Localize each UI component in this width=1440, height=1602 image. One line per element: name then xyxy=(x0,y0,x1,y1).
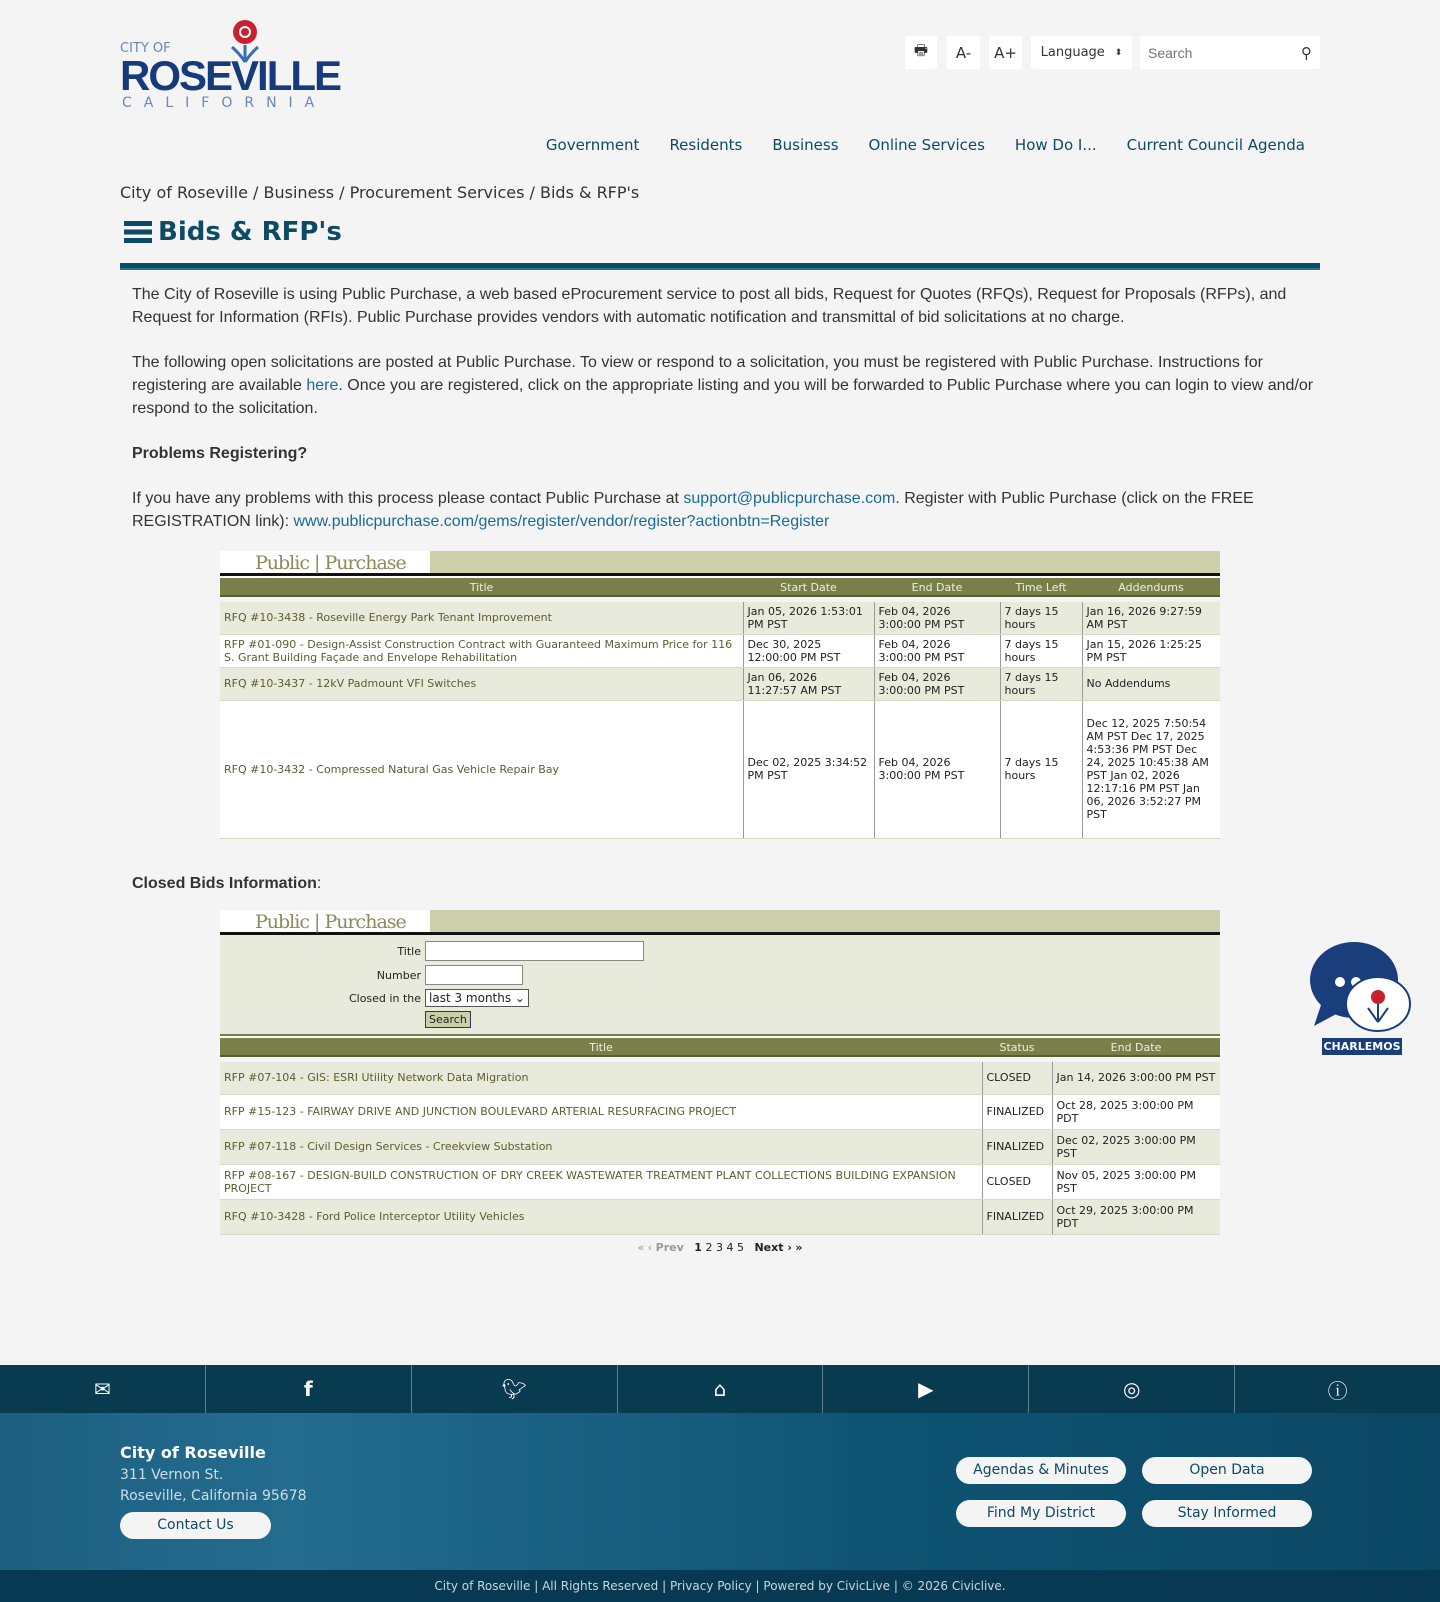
status: CLOSED xyxy=(982,1164,1052,1199)
end-date: Feb 04, 2026 3:00:00 PM PST xyxy=(874,599,1000,634)
search-button[interactable]: Search xyxy=(425,1011,471,1028)
table-row xyxy=(220,1164,1220,1199)
closed-bids-frame[interactable] xyxy=(220,910,1220,1255)
table-row xyxy=(220,634,1220,667)
title-divider xyxy=(120,263,1320,270)
footer xyxy=(0,1413,1440,1570)
end-date: Oct 29, 2025 3:00:00 PM PDT xyxy=(1052,1199,1220,1234)
footer-org-name: City of Roseville xyxy=(120,1443,266,1462)
logo-city-of: CITY OF xyxy=(120,41,171,56)
facebook-icon[interactable]: f xyxy=(206,1365,412,1413)
charlemos-chat-button[interactable] xyxy=(1310,942,1414,1057)
footer-address-1: 311 Vernon St. xyxy=(120,1467,224,1483)
prev-label: Prev xyxy=(655,1240,684,1254)
social-bar xyxy=(0,1365,1440,1413)
col-end: End Date xyxy=(874,577,1000,599)
decrease-font-button[interactable]: A- xyxy=(947,36,980,69)
table-row xyxy=(220,1199,1220,1234)
end-date: Feb 04, 2026 3:00:00 PM PST xyxy=(874,700,1000,838)
youtube-icon[interactable]: ▶ xyxy=(823,1365,1029,1413)
title-input[interactable] xyxy=(425,941,644,961)
language-select[interactable] xyxy=(1031,36,1132,69)
register-link[interactable]: www.publicpurchase.com/gems/register/vendor/register?actionbtn=Register xyxy=(293,513,830,530)
next-button[interactable]: Next › xyxy=(754,1240,792,1254)
bid-title-link[interactable]: RFP #01-090 - Design-Assist Construction Contract with Guaranteed Maximum Price for 116 S. Grant Building Façade and Envelope Rehabilitation xyxy=(220,634,743,667)
nav-business[interactable]: Business xyxy=(772,136,839,154)
brand: Public | Purchase xyxy=(220,910,430,932)
public-purchase-logo xyxy=(220,910,1220,935)
start-date: Jan 05, 2026 1:53:01 PM PST xyxy=(743,599,874,634)
nextdoor-icon[interactable]: ⌂ xyxy=(618,1365,824,1413)
col-start: Start Date xyxy=(743,577,874,599)
table-row xyxy=(220,1094,1220,1129)
number-input[interactable] xyxy=(425,965,523,985)
search-box[interactable] xyxy=(1140,36,1320,69)
page-title-text: Bids & RFP's xyxy=(158,217,342,247)
col-title: Title xyxy=(220,1037,982,1059)
closed-heading: Closed Bids Information: xyxy=(132,875,322,892)
footer-bottom-bar: City of Roseville | All Rights Reserved | Privacy Policy | Powered by CivicLive | © 2026 Civiclive. xyxy=(0,1570,1440,1602)
intro-paragraph-2 xyxy=(132,351,1322,420)
accessibility-icon[interactable]: ⓘ xyxy=(1327,1378,1348,1403)
table-row xyxy=(220,700,1220,838)
col-end-date: End Date xyxy=(1052,1037,1220,1059)
footer-address-2: Roseville, California 95678 xyxy=(120,1488,307,1504)
end-date: Dec 02, 2025 3:00:00 PM PST xyxy=(1052,1129,1220,1164)
status: FINALIZED xyxy=(982,1094,1052,1129)
contact-us-button[interactable]: Contact Us xyxy=(120,1512,271,1539)
language-label: Language xyxy=(1040,45,1105,60)
city-logo[interactable] xyxy=(120,18,340,114)
page-1[interactable]: 1 xyxy=(694,1240,702,1254)
bid-title-link[interactable]: RFP #07-118 - Civil Design Services - Creekview Substation xyxy=(220,1129,982,1164)
text: . Once you are registered, click on the appropriate listing and you will be forwarded to Public Purchase where you can login to view and/or respond to the solicitation. xyxy=(132,377,1314,417)
end-date: Oct 28, 2025 3:00:00 PM PDT xyxy=(1052,1094,1220,1129)
nav-how-do-i[interactable]: How Do I... xyxy=(1014,136,1097,154)
find-my-district-button[interactable]: Find My District xyxy=(956,1500,1126,1527)
breadcrumb[interactable]: City of Roseville / Business / Procurement Services / Bids & RFP's xyxy=(120,183,640,202)
increase-font-button[interactable]: A+ xyxy=(989,36,1022,69)
support-email-link[interactable]: support@publicpurchase.com xyxy=(683,490,896,507)
last-page-icon[interactable]: » xyxy=(795,1240,803,1254)
problems-heading: Problems Registering? xyxy=(132,445,308,462)
nav-online-services[interactable]: Online Services xyxy=(868,136,985,154)
pagination xyxy=(220,1241,1220,1255)
chat-label: CHARLEMOS xyxy=(1323,1040,1401,1053)
end-date: Jan 14, 2026 3:00:00 PM PST xyxy=(1052,1059,1220,1094)
search-input[interactable] xyxy=(1148,45,1288,61)
print-icon: 🖶 xyxy=(913,41,929,59)
status: FINALIZED xyxy=(982,1129,1052,1164)
addendums: Dec 12, 2025 7:50:54 AM PST Dec 17, 2025 4:53:36 PM PST Dec 24, 2025 10:45:38 AM PST Jan 02, 2026 12:17:16 PM PST Jan 06, 2026 3:52:27 PM PST xyxy=(1082,700,1220,838)
col-time-left: Time Left xyxy=(1000,577,1082,599)
closed-search-form xyxy=(220,935,1220,1036)
prev-button[interactable]: ‹ Prev xyxy=(647,1240,684,1254)
open-bids-table xyxy=(220,576,1220,839)
main-nav xyxy=(546,136,1305,154)
table-row xyxy=(220,667,1220,700)
nav-residents[interactable]: Residents xyxy=(669,136,743,154)
end-date: Feb 04, 2026 3:00:00 PM PST xyxy=(874,634,1000,667)
bid-title-link[interactable]: RFQ #10-3432 - Compressed Natural Gas Vehicle Repair Bay xyxy=(220,700,743,838)
here-link[interactable]: here xyxy=(306,377,339,394)
instagram-icon[interactable]: ◎ xyxy=(1029,1365,1235,1413)
status: FINALIZED xyxy=(982,1199,1052,1234)
start-date: Dec 02, 2025 3:34:52 PM PST xyxy=(743,700,874,838)
stay-informed-button[interactable]: Stay Informed xyxy=(1142,1500,1312,1527)
closed-period-value: last 3 months xyxy=(429,991,512,1005)
bid-title-link[interactable]: RFP #08-167 - DESIGN-BUILD CONSTRUCTION OF DRY CREEK WASTEWATER TREATMENT PLANT COLLECTIONS BUILDING EXPANSION PROJECT xyxy=(220,1164,982,1199)
col-addendums: Addendums xyxy=(1082,577,1220,599)
next-label: Next xyxy=(754,1240,784,1254)
agendas-minutes-button[interactable]: Agendas & Minutes xyxy=(956,1457,1126,1484)
sort-arrows-icon: ⬍ xyxy=(1114,47,1123,58)
bid-title-link[interactable]: RFP #07-104 - GIS: ESRI Utility Network Data Migration xyxy=(220,1059,982,1094)
nav-government[interactable]: Government xyxy=(545,136,640,154)
time-left: 7 days 15 hours xyxy=(1000,700,1082,838)
bid-title-link[interactable]: RFQ #10-3428 - Ford Police Interceptor Utility Vehicles xyxy=(220,1199,982,1234)
text: If you have any problems with this process please contact Public Purchase at xyxy=(132,490,684,507)
closed-heading-text: Closed Bids Information xyxy=(132,875,317,892)
email-icon[interactable]: ✉ xyxy=(0,1365,206,1413)
title-label: Title xyxy=(397,944,421,958)
status: CLOSED xyxy=(982,1059,1052,1094)
public-purchase-logo xyxy=(220,551,1220,576)
table-row xyxy=(220,599,1220,634)
intro-paragraph-1: The City of Roseville is using Public Purchase, a web based eProcurement service to post all bids, Request for Quotes (RFQs), Request for Proposals (RFPs), and Request for Information (RFIs). Public Purchase provides vendors with automatic notification and transmittal of bid solicitations at no charge. xyxy=(132,286,1287,326)
main-content xyxy=(132,283,1322,1255)
number-label: Number xyxy=(376,968,421,982)
bid-title-link[interactable]: RFQ #10-3438 - Roseville Energy Park Tenant Improvement xyxy=(220,599,743,634)
time-left: 7 days 15 hours xyxy=(1000,634,1082,667)
addendums: Jan 15, 2026 1:25:25 PM PST xyxy=(1082,634,1220,667)
closed-period-select[interactable]: last 3 months ⌄ xyxy=(425,989,529,1007)
start-date: Jan 06, 2026 11:27:57 AM PST xyxy=(743,667,874,700)
text: . Register with Public Purchase (click on the FREE REGISTRATION link): xyxy=(132,490,1254,530)
twitter-icon[interactable]: 🐦︎ xyxy=(412,1365,618,1413)
bid-title-link[interactable]: RFP #15-123 - FAIRWAY DRIVE AND JUNCTION BOULEVARD ARTERIAL RESURFACING PROJECT xyxy=(220,1094,982,1129)
print-button[interactable] xyxy=(905,36,937,69)
bid-title-link[interactable]: RFQ #10-3437 - 12kV Padmount VFI Switches xyxy=(220,667,743,700)
open-data-button[interactable]: Open Data xyxy=(1142,1457,1312,1484)
end-date: Nov 05, 2025 3:00:00 PM PST xyxy=(1052,1164,1220,1199)
logo-roseville: ROSEVILLE xyxy=(120,52,341,99)
closed-bids-table xyxy=(220,1036,1220,1235)
page-4[interactable]: 4 xyxy=(726,1240,734,1254)
col-status: Status xyxy=(982,1037,1052,1059)
end-date: Feb 04, 2026 3:00:00 PM PST xyxy=(874,667,1000,700)
first-page-icon[interactable]: « xyxy=(637,1240,645,1254)
brand: Public | Purchase xyxy=(220,551,430,573)
table-row xyxy=(220,1059,1220,1094)
intro-paragraph-3 xyxy=(132,487,1322,533)
logo-california: CALIFORNIA xyxy=(122,95,327,111)
page-2[interactable]: 2 xyxy=(705,1240,713,1254)
page-3[interactable]: 3 xyxy=(715,1240,723,1254)
col-title: Title xyxy=(220,577,743,599)
chat-bubbles-icon xyxy=(1310,942,1414,1034)
closed-in-label: Closed in the xyxy=(348,991,421,1005)
addendums: Jan 16, 2026 9:27:59 AM PST xyxy=(1082,599,1220,634)
nav-council-agenda[interactable]: Current Council Agenda xyxy=(1126,136,1305,154)
menu-icon[interactable] xyxy=(124,221,152,243)
search-icon[interactable]: ⚲ xyxy=(1301,43,1312,62)
text: The following open solicitations are posted at Public Purchase. To view or respond to a solicitation, you must be registered with Public Purchase. Instructions for registering are available xyxy=(132,354,1263,394)
table-row xyxy=(220,1129,1220,1164)
addendums: No Addendums xyxy=(1082,667,1220,700)
time-left: 7 days 15 hours xyxy=(1000,599,1082,634)
start-date: Dec 30, 2025 12:00:00 PM PST xyxy=(743,634,874,667)
page-title xyxy=(124,217,342,247)
page-5[interactable]: 5 xyxy=(736,1240,744,1254)
open-bids-frame[interactable] xyxy=(220,551,1220,851)
time-left: 7 days 15 hours xyxy=(1000,667,1082,700)
